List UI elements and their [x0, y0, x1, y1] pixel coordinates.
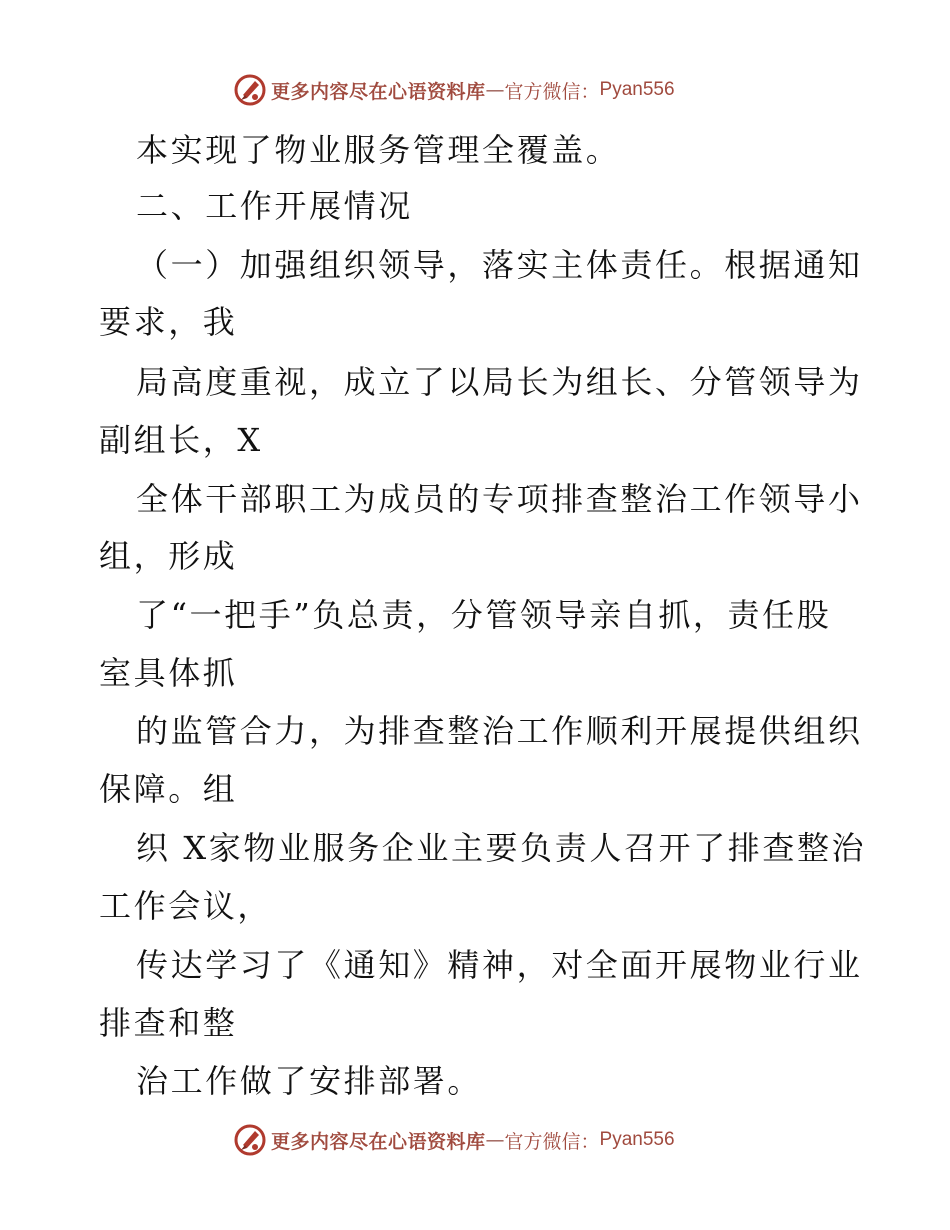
- body-line: 织 X家物业服务企业主要负责人召开了排查整治: [136, 829, 867, 867]
- body-line: 组，形成: [99, 537, 238, 575]
- body-line: 副组长，X: [99, 421, 263, 459]
- watermark-separator: —: [485, 79, 505, 101]
- body-line: （一）加强组织领导，落实主体责任。根据通知: [136, 246, 863, 284]
- body-line: 工作会议，: [99, 887, 273, 925]
- pen-logo-icon: [233, 1123, 267, 1157]
- body-line: 局高度重视，成立了以局长为组长、分管领导为: [136, 363, 863, 401]
- body-line: 要求，我: [99, 303, 238, 341]
- body-line: 的监管合力，为排查整治工作顺利开展提供组织: [136, 712, 863, 750]
- body-line: 排查和整: [99, 1004, 238, 1042]
- wechat-id: Pyan556: [599, 79, 675, 100]
- wechat-id: Pyan556: [599, 1129, 675, 1150]
- body-line: 治工作做了安排部署。: [136, 1062, 483, 1100]
- watermark-banner-top: [0, 70, 950, 110]
- watermark-separator: —: [485, 1129, 505, 1151]
- body-line: 本实现了物业服务管理全覆盖。: [136, 131, 621, 169]
- pen-logo-icon: [233, 73, 267, 107]
- wechat-label: 官方微信：: [504, 80, 600, 103]
- section-heading: 二、工作开展情况: [136, 187, 413, 225]
- body-line: 了“一把手”负总责，分管领导亲自抓，责任股: [136, 596, 832, 634]
- body-line: 室具体抓: [99, 654, 238, 692]
- body-line: 传达学习了《通知》精神，对全面开展物业行业: [136, 946, 863, 984]
- watermark-text: 更多内容尽在心语资料库: [271, 80, 486, 103]
- watermark-banner-bottom: [0, 1120, 950, 1160]
- body-line: 全体干部职工为成员的专项排查整治工作领导小: [136, 480, 863, 518]
- wechat-label: 官方微信：: [504, 1130, 600, 1153]
- body-line: 保障。组: [99, 770, 238, 808]
- watermark-text: 更多内容尽在心语资料库: [271, 1130, 486, 1153]
